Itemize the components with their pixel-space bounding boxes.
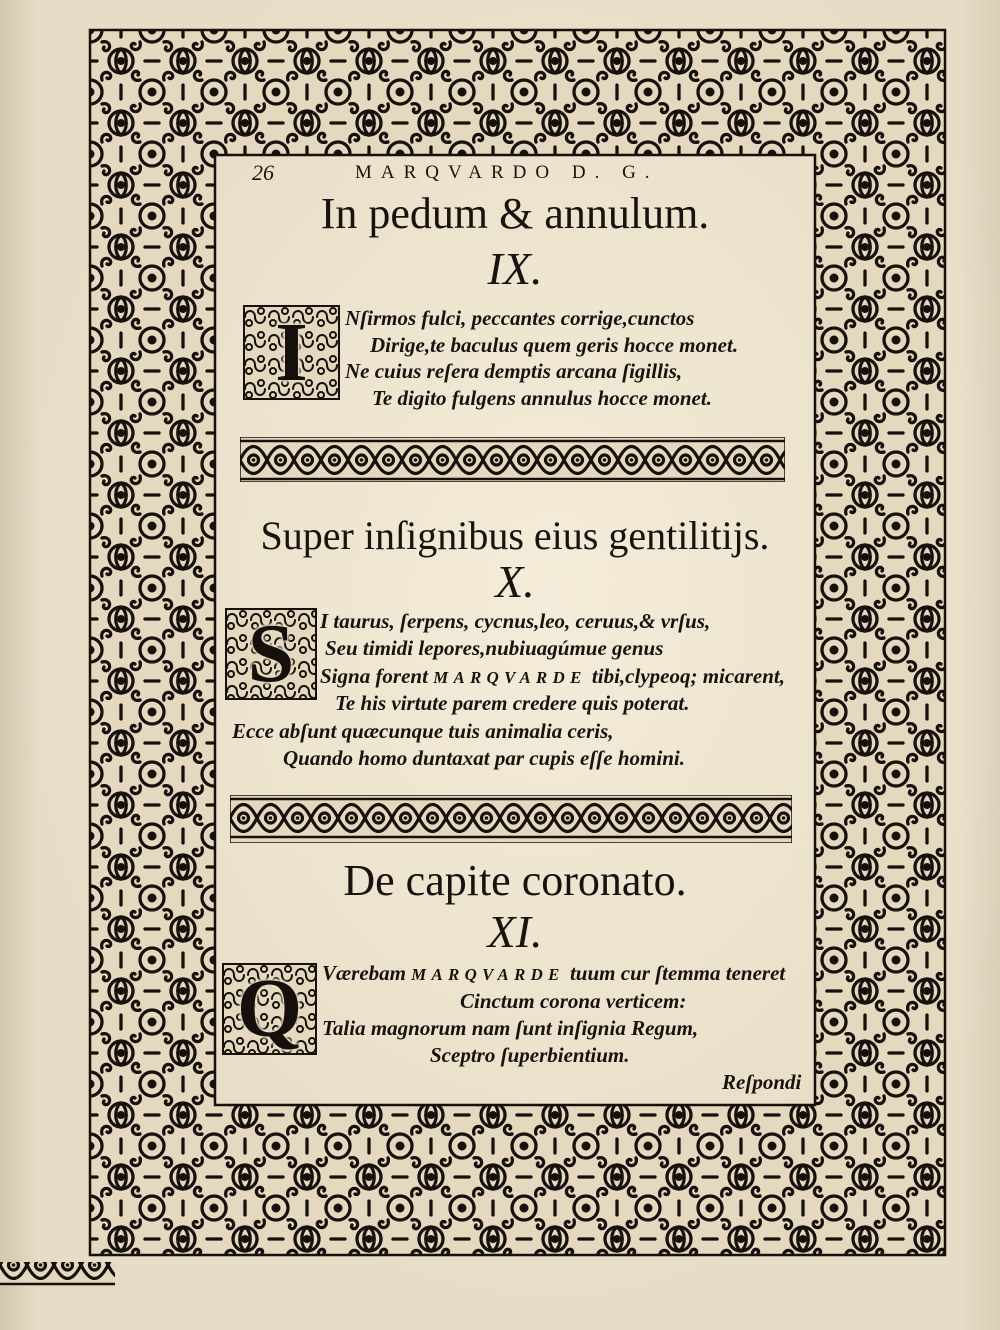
drop-cap-xi <box>222 963 317 1055</box>
poem-title-x: Super inſignibus eius gentilitijs. <box>260 513 770 558</box>
verse-line: Nſirmos fulci, peccantes corrige,cunctos <box>345 306 695 330</box>
page-number: 26 <box>252 160 274 185</box>
poem-title-xi: De capite coronato. <box>343 856 687 905</box>
verse-line <box>322 960 785 988</box>
ornamental-separator <box>240 437 785 482</box>
verse-line: Cinctum corona verticem: <box>460 989 687 1013</box>
verse-text: Værebam <box>322 961 412 985</box>
band-ornament-icon <box>230 795 792 843</box>
verse-line: Ne cuius reſera demptis arcana ſigillis, <box>345 359 683 383</box>
drop-cap-x <box>225 608 317 700</box>
dedicatee-name: MARQVARDE <box>411 965 565 984</box>
band-ornament-icon <box>240 437 785 482</box>
verse-text: tibi,clypeoq; micarent, <box>586 664 785 688</box>
verse-line: Te digito fulgens annulus hocce monet. <box>372 386 712 410</box>
drop-cap-letter: S <box>247 607 295 700</box>
verse-line: I taurus, ſerpens, cycnus,leo, ceruus,& vrſus, <box>320 609 711 633</box>
drop-cap-letter: Q <box>236 962 303 1055</box>
drop-cap-letter: I <box>275 305 308 399</box>
dedicatee-name: MARQVARDE <box>433 668 587 687</box>
running-head: MARQVARDO D. G. <box>355 162 659 183</box>
poem-numeral-ix: IX. <box>487 243 543 294</box>
poem-numeral-x: X. <box>495 556 535 607</box>
verse-line: Talia magnorum nam ſunt inſignia Regum, <box>322 1016 699 1040</box>
verse-line: Te his virtute parem credere quis poterat. <box>335 691 690 715</box>
catchword: Reſpondi <box>722 1070 802 1094</box>
drop-cap-ix <box>243 305 340 400</box>
verse-text: Signa forent <box>320 664 434 688</box>
verse-line: Ecce abſunt quæcunque tuis animalia ceris, <box>232 719 614 743</box>
margin-ornament <box>0 1262 115 1286</box>
verse-text: tuum cur ſtemma teneret <box>564 961 786 985</box>
verse-line: Sceptro ſuperbientium. <box>430 1043 630 1067</box>
verse-line <box>320 663 785 691</box>
poem-numeral-xi: XI. <box>487 906 543 957</box>
verse-line: Dirige,te baculus quem geris hocce monet. <box>370 333 739 357</box>
verse-line: Seu timidi lepores,nubiuagúmue genus <box>325 636 664 660</box>
verse-line: Quando homo duntaxat par cupis eſſe homini. <box>283 746 685 770</box>
poem-title-ix: In pedum & annulum. <box>320 189 710 238</box>
ornamental-separator <box>230 795 792 843</box>
